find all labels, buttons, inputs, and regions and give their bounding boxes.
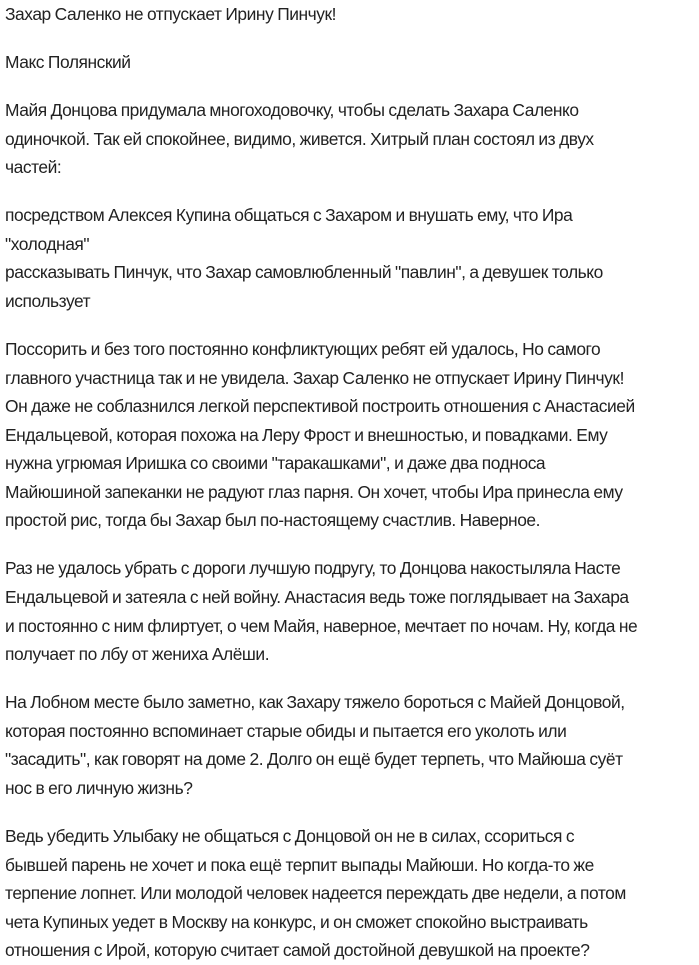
text-line: отношения с Ирой, которую считает самой достойной девушкой на проекте? [5,940,590,961]
text-line: рассказывать Пинчук, что Захар самовлюбленный "павлин", а девушек только [5,262,603,283]
text-line: нужна угрюмая Иришка со своими "таракашками", и даже два подноса [5,453,546,474]
text-line: простой рис, тогда бы Захар был по-настоящему счастлив. Наверное. [5,510,541,531]
body-paragraph [5,335,695,535]
text-line: Майя Донцова придумала многоходовочку, чтобы сделать Захара Саленко [5,99,579,120]
text-line: нос в его личную жизнь? [5,778,193,798]
text-line: На Лобном месте было заметно, как Захару тяжело бороться с Майей Донцовой, [5,692,625,713]
text-line: частей: [5,157,62,178]
text-line: получает по лбу от жениха Алёши. [5,644,270,665]
list-item [5,258,695,315]
intro-paragraph [5,96,695,182]
body-paragraph [5,554,695,668]
article-title [5,0,695,29]
title-text: Захар Саленко не отпускает Ирину Пинчук! [5,4,337,24]
text-line: "холодная" [5,233,90,254]
text-line: и постоянно с ним флиртует, о чем Майя, наверное, мечтает по ночам. Ну, когда не [5,615,638,636]
text-line: Поссорить и без того постоянно конфликтующих ребят ей удалось, Но самого [5,338,601,359]
text-line: одиночкой. Так ей спокойнее, видимо, живется. Хитрый план состоял из двух [5,128,594,149]
text-line: Ендальцевой, которая похожа на Леру Фрост и внешностью, и повадками. Ему [5,424,608,445]
author-name: Макс Полянский [5,51,131,72]
text-line: Майюшиной запеканки не радуют глаз парня. Он хочет, чтобы Ира принесла ему [5,481,623,502]
text-line: главного участница так и не увидела. Захар Саленко не отпускает Ирину Пинчук! [5,367,624,388]
text-line: Он даже не соблазнился легкой перспективой построить отношения с Анастасией [5,396,635,417]
text-line: посредством Алексея Купина общаться с Захаром и внушать ему, что Ира [5,205,573,226]
text-line: терпение лопнет. Или молодой человек надеется переждать две недели, а потом [5,883,626,904]
text-line: Ведь убедить Улыбаку не общаться с Донцовой он не в силах, ссориться с [5,825,575,846]
text-line: которая постоянно вспоминает старые обиды и пытается его уколоть или [5,720,567,741]
text-line: бывшей парень не хочет и пока ещё терпит выпады Майюши. Но когда-то же [5,854,594,875]
list-item [5,201,695,258]
text-line: Ендальцевой и затеяла с ней войну. Анастасия ведь тоже поглядывает на Захара [5,587,629,608]
text-line: чета Купиных уедет в Москву на конкурс, и он сможет спокойно выстраивать [5,911,588,932]
plan-list [5,201,695,315]
text-line: "засадить", как говорят на доме 2. Долго он ещё будет терпеть, что Майюша суёт [5,749,623,770]
text-line: Раз не удалось убрать с дороги лучшую подругу, то Донцова накостыляла Насте [5,558,621,579]
body-paragraph [5,822,695,965]
article-author [5,48,695,77]
text-line: использует [5,290,91,311]
body-paragraph [5,688,695,802]
